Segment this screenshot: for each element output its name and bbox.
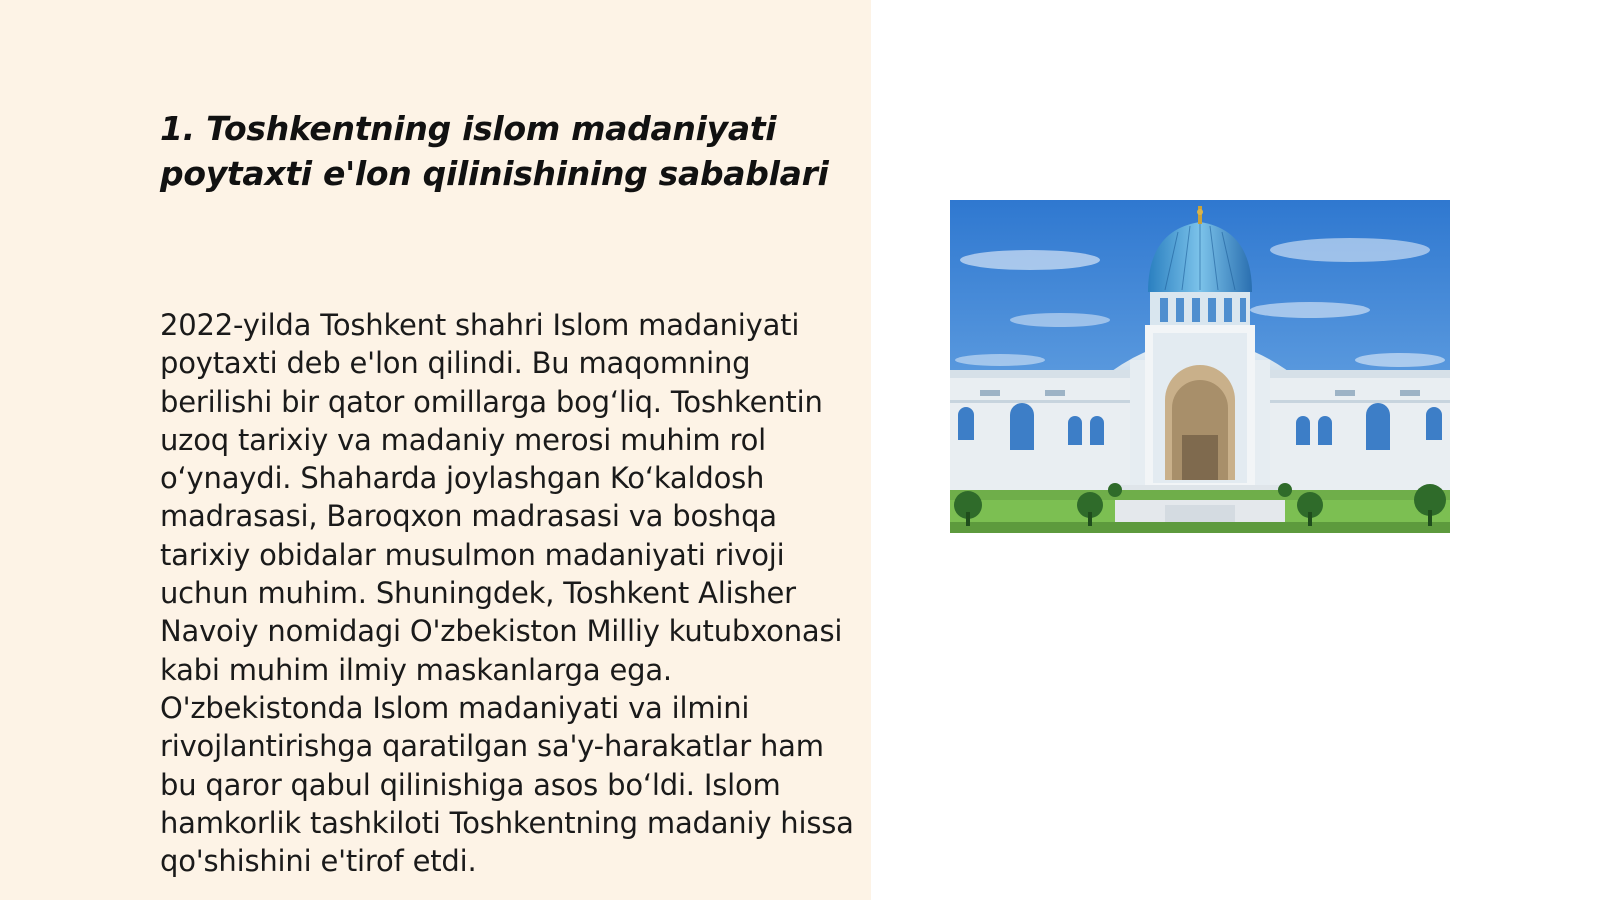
mosque-photo xyxy=(950,200,1450,533)
slide-title: 1. Toshkentning islom madaniyati poytaxti e'lon qilinishining sabablari xyxy=(160,109,829,193)
mosque-illustration xyxy=(950,200,1450,533)
slide-body-text: 2022-yilda Toshkent shahri Islom madaniyati poytaxti deb e'lon qilindi. Bu maqomning berilishi bir qator omillarga bog‘liq. Toshkentin uzoq tarixiy va madaniy merosi muhim rol o‘ynaydi. Shaharda joylashgan Ko‘kaldosh madrasasi, Baroqxon madrasasi va boshqa tarixiy obidalar musulmon madaniyati rivoji uchun muhim. Shuningdek, Toshkent Alisher Navoiy nomidagi O'zbekiston Milliy kutubxonasi kabi muhim ilmiy maskanlarga ega. O'zbekistonda Islom madaniyati va ilmini rivojlantirishga qaratilgan sa'y-harakatlar ham bu qaror qabul qilinishiga asos bo‘ldi. Islom hamkorlik tashkiloti Toshkentning madaniy hissa qo'shishini e'tirof etdi. xyxy=(160,308,854,879)
